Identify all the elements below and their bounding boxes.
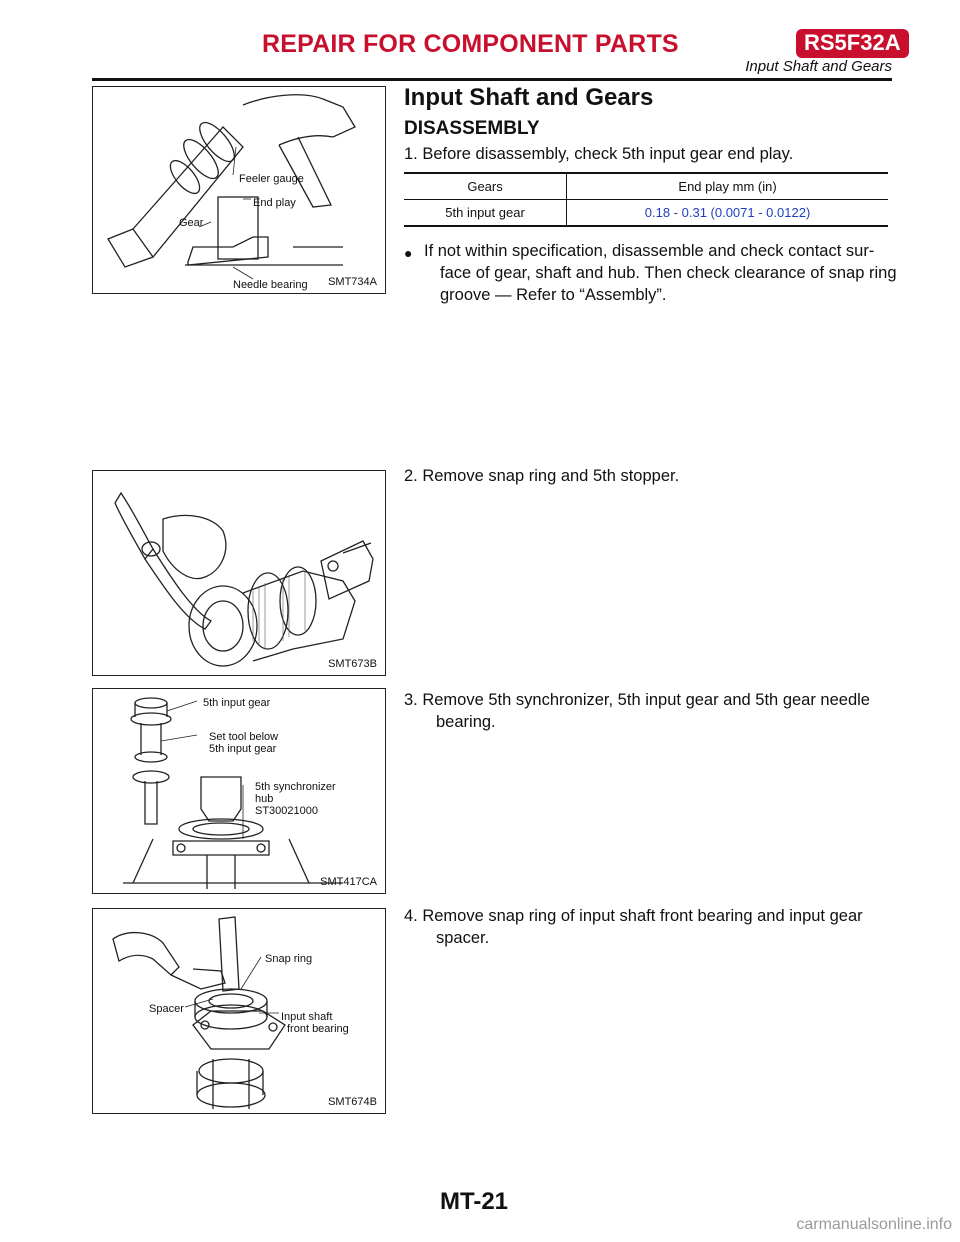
spec-table-header-row [404, 173, 888, 200]
step-3-text-line-2: bearing. [436, 713, 496, 731]
figure-remove-5th-synchronizer [92, 688, 386, 894]
spec-cell-end-play-value: 0.18 - 0.31 (0.0071 - 0.0122) [567, 200, 888, 227]
watermark: carmanualsonline.info [796, 1216, 952, 1233]
spec-header-end-play: End play mm (in) [567, 173, 888, 200]
label-input-shaft-line-1: Input shaft [281, 1011, 333, 1023]
note-line-3: groove — Refer to “Assembly”. [440, 286, 667, 304]
note-line-2: face of gear, shaft and hub. Then check clearance of snap ring [440, 264, 897, 282]
label-set-tool-line-1: Set tool below [209, 731, 279, 743]
end-play-spec-table [404, 172, 888, 227]
step-4-text-line-2: spacer. [436, 929, 490, 947]
label-tool-number: ST30021000 [255, 805, 318, 817]
label-end-play: End play [253, 197, 296, 209]
label-synchronizer-hub-line-1: 5th synchronizer [255, 781, 336, 793]
note-line-1: If not within specification, disassemble and check contact sur- [424, 242, 875, 260]
header-rule [92, 78, 892, 81]
figure-code: SMT734A [328, 276, 377, 288]
bullet-icon: ● [404, 245, 413, 261]
label-snap-ring: Snap ring [265, 953, 313, 965]
spec-table-row [404, 200, 888, 227]
label-spacer: Spacer [149, 1003, 184, 1015]
figure-remove-snap-ring [92, 470, 386, 676]
header-subtitle: Input Shaft and Gears [745, 58, 892, 75]
label-feeler-gauge: Feeler gauge [239, 173, 304, 185]
figure-code: SMT674B [328, 1096, 377, 1108]
label-input-shaft-line-2: front bearing [287, 1023, 349, 1035]
label-synchronizer-hub-line-2: hub [255, 793, 274, 805]
label-5th-input-gear: 5th input gear [203, 697, 271, 709]
figure-remove-bearing-snap-ring [92, 908, 386, 1114]
spec-header-gears: Gears [404, 173, 567, 200]
label-gear: Gear [179, 217, 204, 229]
step-3-text-line-1: 3. Remove 5th synchronizer, 5th input gear and 5th gear needle [404, 691, 870, 709]
page-number: MT-21 [440, 1188, 509, 1215]
header-title: REPAIR FOR COMPONENT PARTS [262, 30, 679, 58]
step-1-text: 1. Before disassembly, check 5th input gear end play. [404, 145, 794, 163]
synchronizer-removal-illustration [93, 689, 385, 893]
step-4-text-line-1: 4. Remove snap ring of input shaft front bearing and input gear [404, 907, 863, 925]
figure-code: SMT673B [328, 658, 377, 670]
bearing-snap-ring-illustration [93, 909, 385, 1113]
label-needle-bearing: Needle bearing [233, 279, 308, 291]
section-title: Input Shaft and Gears [404, 84, 654, 111]
label-set-tool-line-2: 5th input gear [209, 743, 277, 755]
subsection-title: DISASSEMBLY [404, 118, 540, 139]
model-badge: RS5F32A [796, 29, 909, 58]
feeler-gauge-illustration [93, 87, 385, 293]
figure-code: SMT417CA [320, 876, 377, 888]
figure-feeler-gauge-end-play [92, 86, 386, 294]
spec-cell-gear: 5th input gear [404, 200, 567, 227]
snap-ring-removal-illustration [93, 471, 385, 675]
step-2-text: 2. Remove snap ring and 5th stopper. [404, 467, 680, 485]
